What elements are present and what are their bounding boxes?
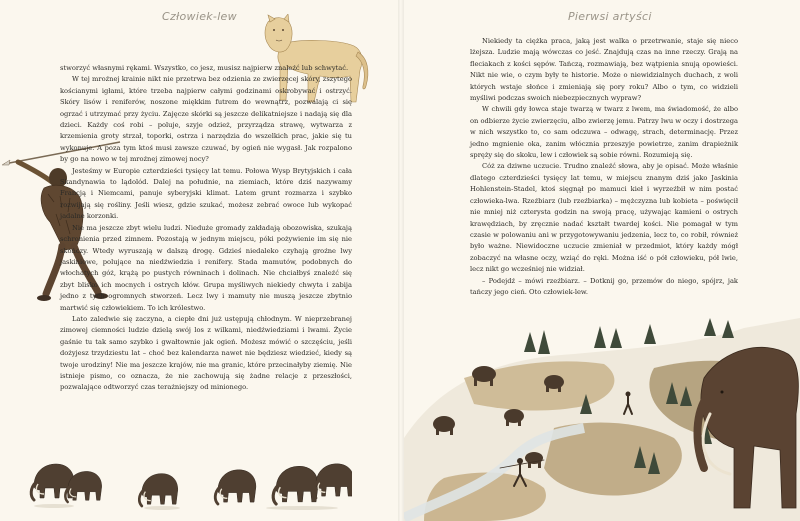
left-paragraph-1: stworzyć własnymi rękami. Wszystko, co jesz, musisz najpierw znaleźć lub schwytać. bbox=[60, 64, 349, 72]
mammoth-landscape-illustration bbox=[404, 318, 800, 521]
left-paragraph-5: Lato zaledwie się zaczyna, a ciepłe dni już ustępują chłodnym. W nieprzebranej zimowej ciemności ludzie dzielą swój los z wilkami, niedźwiedziami i lwami. Życie gaśnie tu tak samo szybko i gwałtownie jak ogień. Możesz mówić o szczęściu, jeśli dożyjesz trzydziestu lat – choć bez kalendarza nawet nie będziesz wiedzieć, kiedy są twoje urodziny! Nie ma jeszcze krajów, nie ma granic, które przecinałyby ziemię. Nie istnieje pismo, co oznacza, że nie zachowują się żadne relacje z przeszłości, pozwalające odtworzyć czas terażniejszy od minionego. bbox=[60, 314, 352, 392]
mammoth-herd-illustration bbox=[22, 448, 352, 514]
left-page-header: Człowiek-lew bbox=[162, 10, 237, 23]
right-page-text bbox=[470, 36, 738, 298]
right-paragraph-3: Cóż za dziwne uczucie. Trudno znaleźć słowa, aby je opisać. Może właśnie dlatego czterdzieści tysięcy lat temu, w miejscu znanym dziś jako Jaskinia Hohlenstein-Stadel, ktoś sięgnął po mamuci kieł i wyrzeźbił w nim postać człowieka-lwa. Rzeźbiarz (lub rzeźbiarka) – mężczyzna lub kobieta – poświęcił nie mniej niż czterysta godzin na swoją pracę, używając kamieni o ostrych krawędziach, by zręcznie nadać kształt twardej kości. Nie pomagał w tym czasie w polowaniu ani w przygotowywaniu jedzenia, lecz to, co robił, również było ważne. Niewidoczne uczucie zmieniał w przedmiot, który każdy mógł zobaczyć na własne oczy, wziąć do ręki. Można iść o pół człowieku, pół lwie, lecz nikt go wcześniej nie widział. bbox=[470, 162, 738, 274]
right-paragraph-1: Niekiedy ta ciężka praca, jaką jest walka o przetrwanie, staje się nieco lżejsza. Ludzie mają wówczas co jeść. Znajdują czas na inne rzeczy. Grają na fleciakach z kości sępów. Tańczą, rozmawiają, bez wątpienia snują opowieści. Nikt nie wie, o czym były te historie. Może o niewidzialnych duchach, z woli których wstaje słońce i zmieniają się pory roku? Albo o tym, co widzieli myśliwi podczas swoich niebezpiecznych wypraw? bbox=[470, 37, 738, 103]
left-paragraph-3: Jesteśmy w Europie czterdzieści tysięcy lat temu. Połowa Wysp Brytyjskich i cała Skandynawia to lądolód. Dalej na południe, na ziemiach, które dziś nazywamy Francją i Niemcami, panuje syberyjski klimat. Latem grunt rozmarza i szybko rozwijają się rośliny. Jeśli wiesz, gdzie szukać, możesz zebrać owoce lub wykopać jadalne korzonki. bbox=[60, 166, 352, 221]
right-page-header: Pierwsi artyści bbox=[568, 10, 652, 23]
right-paragraph-4: – Podejdź – mówi rzeźbiarz. – Dotknij go, przemów do niego, spójrz, jak tańczy jego cień. Oto człowiek-lew. bbox=[470, 276, 738, 296]
right-paragraph-2: W chwili gdy łowca staje twarzą w twarz z lwem, ma świadomość, że albo on odbierze życie zwierzęciu, albo zwierzę jemu. Patrzy lwu w oczy i dostrzega w nich wszystko to, co sam odczuwa – odwagę, strach, determinację. Przez jedno mgnienie oka, zanim włócznia przeszyje powietrze, zanim drapieżnik spręży się do skoku, lew i człowiek są sobie równi. Rozumieją się. bbox=[470, 105, 738, 160]
left-paragraph-4: Nie ma jeszcze zbyt wielu ludzi. Nieduże gromady zakładają obozowiska, szukają schronienia przed zimnem. Pozostają w jednym miejscu, póki pożywienie im się nie skończy. Wtedy wyruszają w dalszą drogę. Gdzieś niedaleko czyhają groźne lwy jaskiniowe, polujące na niedźwiedzia i renifery. Stada mamutów, podobnych do włochatych góż, krążą po pustych równinach i dolinach. Nie chciałbyś znaleźć się zbyt blisko ich mocnych i ostrych kłów. Grupa myśliwych niekiedy chwyta i zabija jedno z tych ogromnych stworzeń. Lecz lwy i mamuty nie muszą jeszcze zbytnio martwić się człowiekiem. To ich królestwo. bbox=[60, 223, 352, 312]
left-paragraph-2: W tej mroźnej krainie nikt nie przetrwa bez odzienia ze zwierzęcej skóry, zszytego kościanymi igłami, które trzeba najpierw całymi godzinami oskrobywać i ostrzyć. Skóry lisów i reniferów, noszone miękkim futrem do wewnątrz, pozwalają ci się ogrzać i utrzymać przy życiu. Zajęcze skórki są jeszcze delikatniejsze i nadają się dla dzieci. Każdy coś robi – poluje, szyje odzież, przyrządza strawę, wytwarza z krzemienia groty strzał, toporki, ostrza i narzędzia do wszelkich prac, jakie się tu wykonuje. A poza tym ktoś musi zawsze czuwać, by ogień nie wygasł. Jak rozpalono by go na nowo w tej mroźnej zimowej nocy? bbox=[60, 75, 352, 164]
left-page-text bbox=[60, 63, 352, 394]
